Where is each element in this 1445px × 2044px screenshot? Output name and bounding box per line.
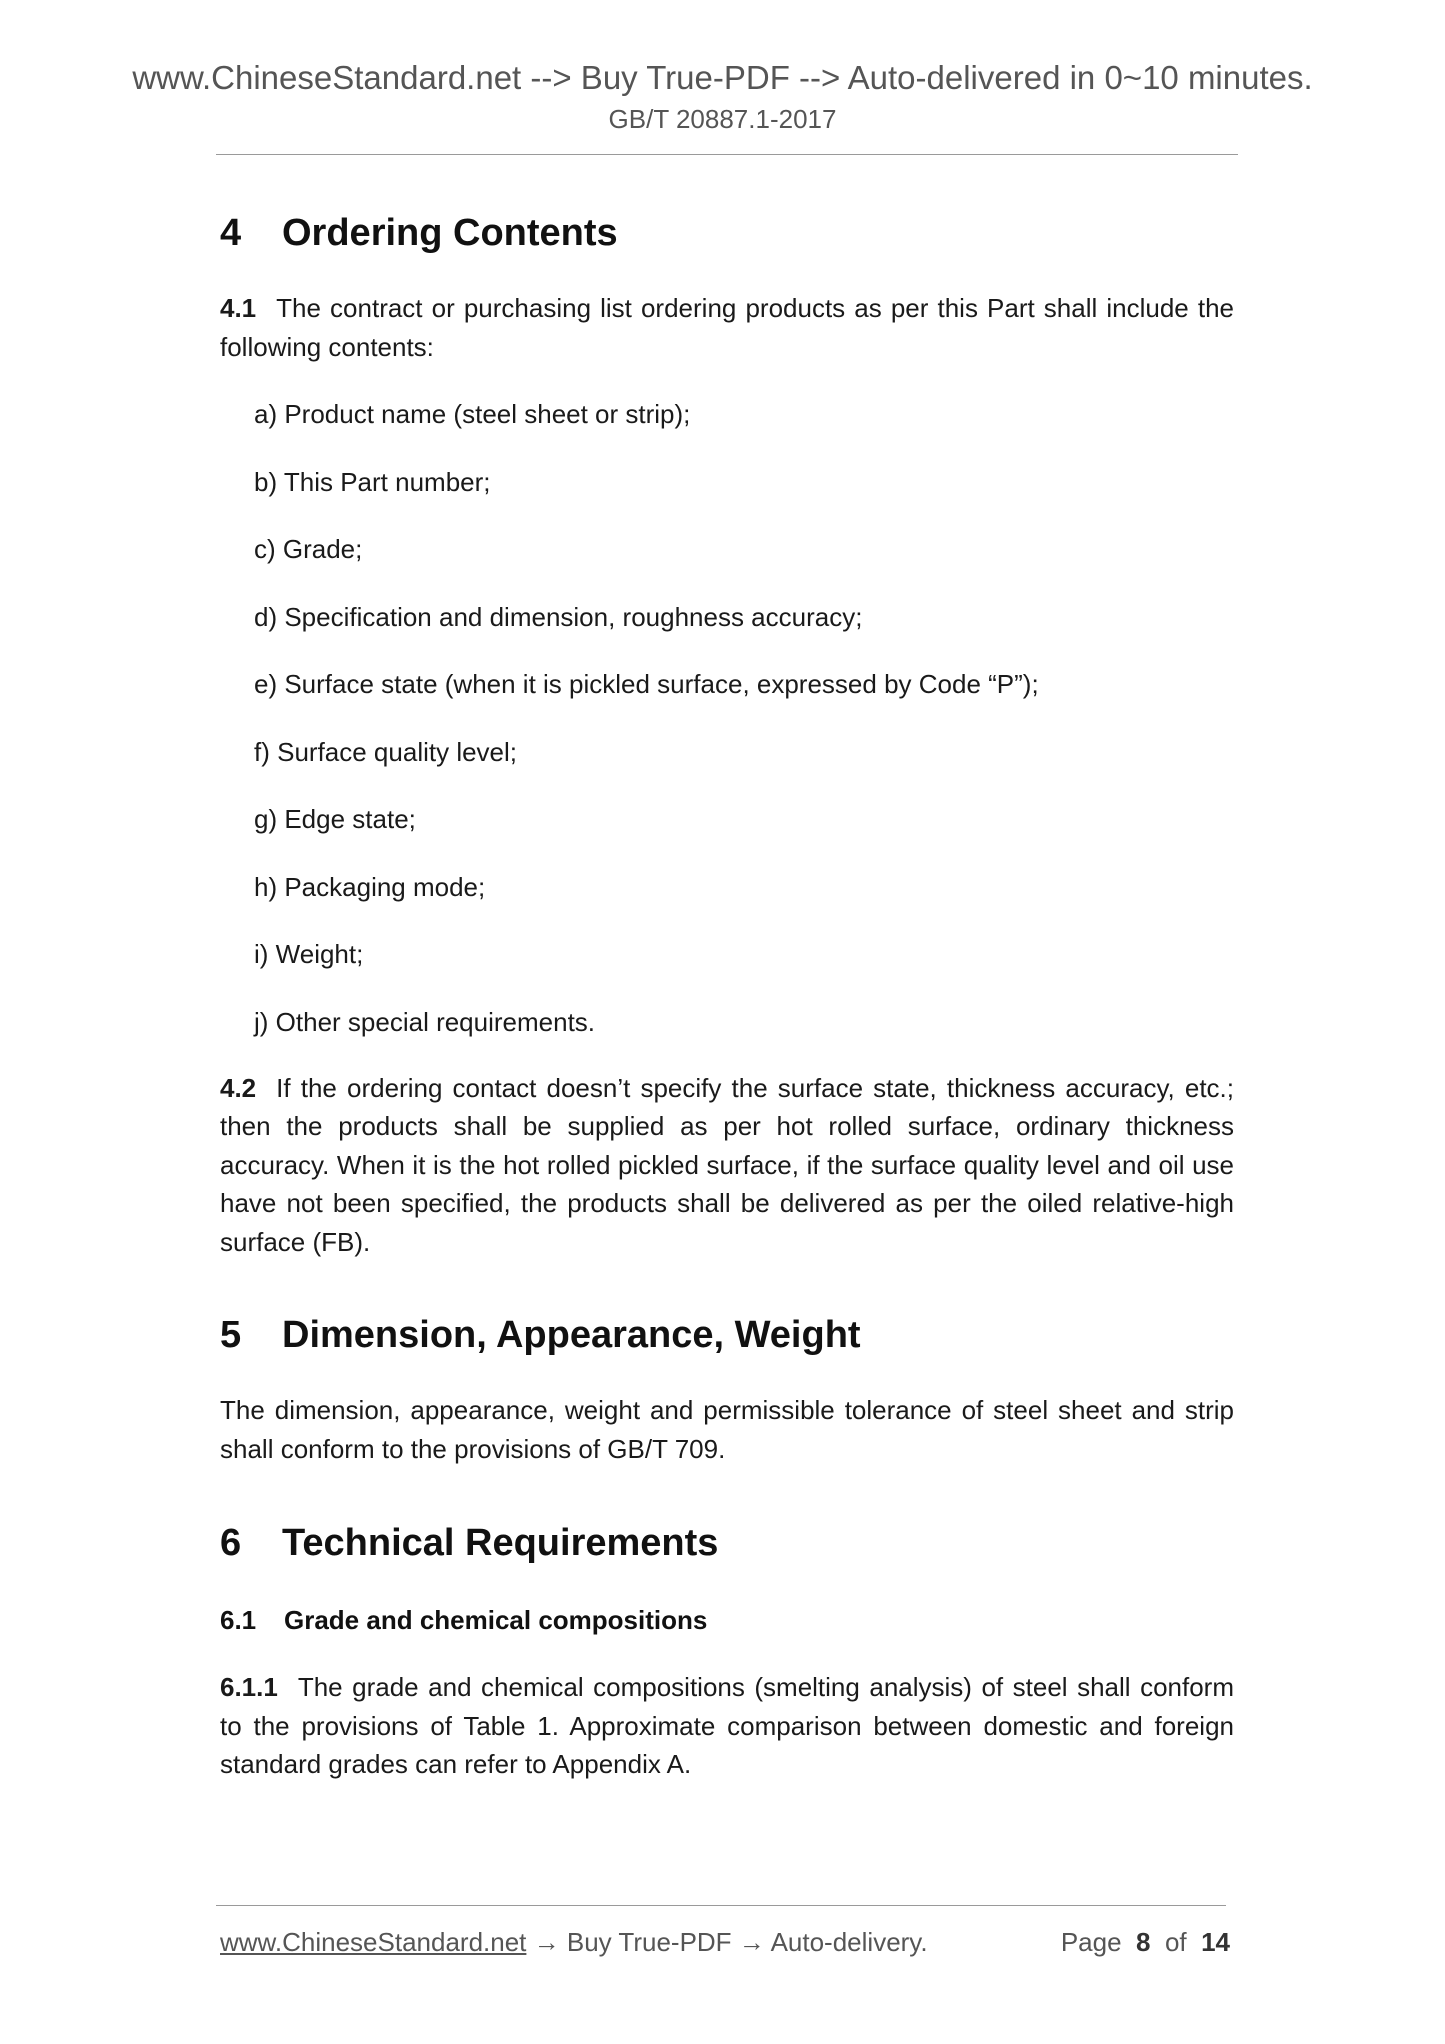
list-item: e) Surface state (when it is pickled surface, expressed by Code “P”); <box>254 669 1039 699</box>
clause-6-1-1 <box>220 1668 1234 1784</box>
section-4-heading <box>220 210 1234 256</box>
section-5-paragraph: The dimension, appearance, weight and permissible tolerance of steel sheet and strip shall conform to the provisions of GB/T 709. <box>220 1395 1234 1464</box>
header-banner: www.ChineseStandard.net --> Buy True-PDF --> Auto-delivered in 0~10 minutes. <box>132 59 1313 96</box>
section-title: Dimension, Appearance, Weight <box>282 1314 861 1356</box>
standard-code: GB/T 20887.1-2017 <box>608 104 837 134</box>
footer-divider <box>216 1905 1226 1906</box>
website-link[interactable]: www.ChineseStandard.net <box>220 1927 527 1957</box>
footer <box>220 1924 1230 1960</box>
list-item: c) Grade; <box>254 534 363 564</box>
subsection-title: Grade and chemical compositions <box>284 1605 708 1635</box>
section-title: Technical Requirements <box>282 1522 719 1564</box>
list-item: j) Other special requirements. <box>254 1006 596 1037</box>
list-item: i) Weight; <box>254 939 364 969</box>
subsection-6-1-heading <box>220 1603 1234 1637</box>
header-divider <box>216 154 1238 155</box>
clause-text: The grade and chemical compositions (smelting analysis) of steel shall conform to the provisions of Table 1. Approximate comparison between domestic and foreign standard grades can refer to Appendix A. <box>220 1672 1234 1779</box>
list-item: b) This Part number; <box>254 466 491 497</box>
list-item: f) Surface quality level; <box>254 736 518 767</box>
clause-text: If the ordering contact doesn’t specify the surface state, thickness accuracy, etc.; then the products shall be supplied as per hot rolled surface, ordinary thickness accuracy. When it is the hot rolled pickled surface, if the surface quality level and oil use have not been specified, the products shall be delivered as per the oiled relative-high surface (FB). <box>220 1072 1234 1257</box>
footer-links <box>220 1924 928 1960</box>
page-current: 8 <box>1136 1927 1151 1957</box>
list-item: d) Specification and dimension, roughness accuracy; <box>254 601 863 632</box>
clause-4-1 <box>220 289 1234 366</box>
ordering-contents-list <box>220 395 1234 1041</box>
section-number: 5 <box>220 1314 242 1356</box>
footer-tail: → Buy True-PDF → Auto-delivery. <box>526 1927 928 1957</box>
section-title: Ordering Contents <box>282 212 618 254</box>
document-body <box>220 210 1234 1784</box>
clause-number: 4.1 <box>220 293 257 323</box>
section-5-heading <box>220 1312 1234 1358</box>
of-label: of <box>1164 1927 1187 1957</box>
list-item: a) Product name (steel sheet or strip); <box>254 399 691 429</box>
list-item: h) Packaging mode; <box>254 871 486 902</box>
section-number: 6 <box>220 1522 242 1564</box>
list-item: g) Edge state; <box>254 804 416 834</box>
clause-4-2 <box>220 1069 1234 1262</box>
section-6-heading <box>220 1520 1234 1566</box>
subsection-number: 6.1 <box>220 1605 257 1635</box>
clause-number: 4.2 <box>220 1072 257 1103</box>
page-label: Page <box>1060 1927 1122 1957</box>
clause-number: 6.1.1 <box>220 1672 278 1702</box>
page-total: 14 <box>1201 1927 1230 1957</box>
clause-text: The contract or purchasing list ordering products as per this Part shall include the following contents: <box>220 293 1234 362</box>
section-number: 4 <box>220 212 242 254</box>
page-indicator <box>1061 1924 1230 1960</box>
